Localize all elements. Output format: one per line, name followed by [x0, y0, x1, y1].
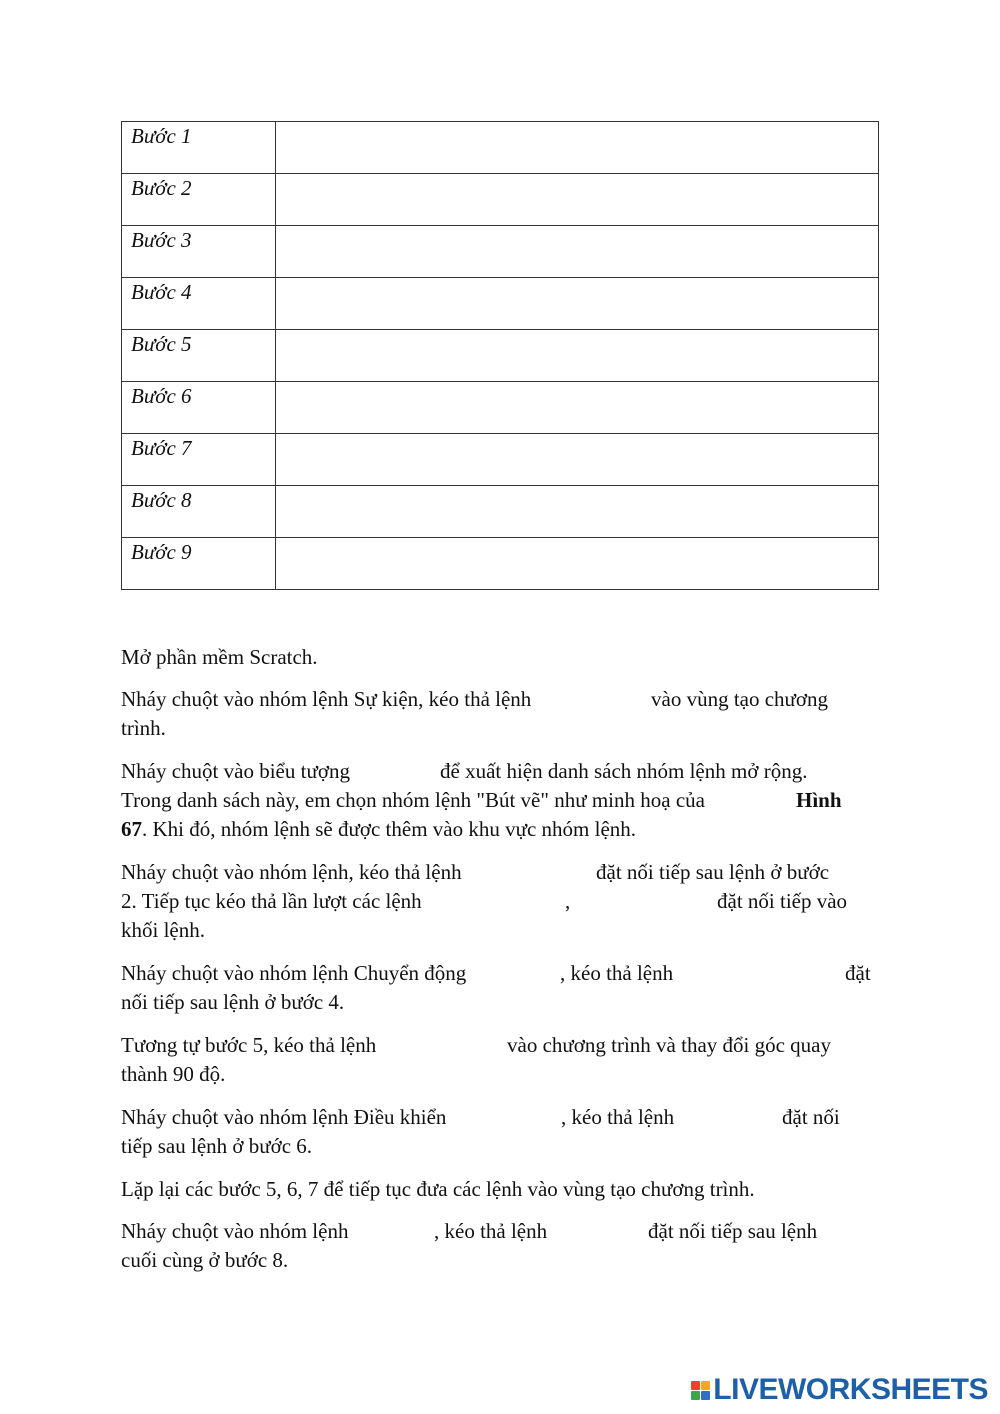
answer-cell[interactable]: [276, 486, 879, 538]
text-segment: Nháy chuột vào nhóm lệnh: [121, 1219, 349, 1243]
answer-cell[interactable]: [276, 278, 879, 330]
step-label: Bước 2: [122, 174, 276, 226]
logo-badge-icon: [691, 1381, 710, 1400]
paragraph-step-1: [121, 643, 318, 672]
text-segment: vào vùng tạo chương: [651, 687, 829, 711]
text-segment: đặt nối tiếp vào: [717, 889, 848, 913]
table-row: [122, 434, 879, 486]
steps-table: [121, 121, 879, 590]
text-segment: Tương tự bước 5, kéo thả lệnh: [121, 1033, 377, 1057]
liveworksheets-logo: [691, 1373, 988, 1407]
text-segment: đặt: [845, 961, 871, 985]
step-label: Bước 5: [122, 330, 276, 382]
text-line: khối lệnh.: [121, 918, 205, 942]
text-segment: đặt nối tiếp sau lệnh ở bước: [596, 860, 830, 884]
table-row: [122, 174, 879, 226]
step-label: Bước 9: [122, 538, 276, 590]
text-segment: Nháy chuột vào nhóm lệnh Điều khiển: [121, 1105, 447, 1129]
text-line: thành 90 độ.: [121, 1062, 226, 1086]
answer-cell[interactable]: [276, 174, 879, 226]
logo-text: LIVEWORKSHEETS: [713, 1373, 988, 1406]
text-line: tiếp sau lệnh ở bước 6.: [121, 1134, 313, 1158]
text-segment: Nháy chuột vào biểu tượng: [121, 759, 350, 783]
text-line: nối tiếp sau lệnh ở bước 4.: [121, 990, 345, 1014]
table-row: [122, 538, 879, 590]
paragraph-step-8: [121, 1175, 755, 1204]
table-row: [122, 486, 879, 538]
paragraph-step-5: [121, 959, 871, 1017]
figure-reference: Hình: [796, 788, 842, 812]
paragraph-step-3: [121, 757, 842, 844]
text-segment: , kéo thả lệnh: [560, 961, 674, 985]
text-line: trình.: [121, 716, 166, 740]
step-label: Bước 1: [122, 122, 276, 174]
paragraph-step-7: [121, 1103, 840, 1161]
paragraph-step-2: [121, 685, 829, 743]
text-segment: Nháy chuột vào nhóm lệnh, kéo thả lệnh: [121, 860, 462, 884]
table-row: [122, 278, 879, 330]
step-label: Bước 3: [122, 226, 276, 278]
paragraph-step-4: [121, 858, 848, 945]
paragraph-step-6: [121, 1031, 831, 1089]
step-label: Bước 4: [122, 278, 276, 330]
table-row: [122, 330, 879, 382]
table-row: [122, 226, 879, 278]
answer-cell[interactable]: [276, 330, 879, 382]
answer-cell[interactable]: [276, 382, 879, 434]
figure-number: 67: [121, 817, 142, 841]
text-segment: Trong danh sách này, em chọn nhóm lệnh "Bút vẽ" như minh hoạ của: [121, 788, 705, 812]
text-segment: vào chương trình và thay đổi góc quay: [507, 1033, 831, 1057]
answer-cell[interactable]: [276, 122, 879, 174]
text-segment: . Khi đó, nhóm lệnh sẽ được thêm vào khu vực nhóm lệnh.: [142, 817, 637, 841]
text-segment: 2. Tiếp tục kéo thả lần lượt các lệnh: [121, 889, 422, 913]
text-line: cuối cùng ở bước 8.: [121, 1248, 289, 1272]
text-segment: đặt nối: [782, 1105, 840, 1129]
table-row: [122, 382, 879, 434]
text-segment: ,: [565, 889, 571, 913]
text-segment: để xuất hiện danh sách nhóm lệnh mở rộng.: [440, 759, 808, 783]
text-segment: Nháy chuột vào nhóm lệnh Chuyển động: [121, 961, 467, 985]
text-segment: , kéo thả lệnh: [434, 1219, 548, 1243]
step-label: Bước 7: [122, 434, 276, 486]
text-line: Mở phần mềm Scratch.: [121, 645, 318, 669]
step-label: Bước 8: [122, 486, 276, 538]
answer-cell[interactable]: [276, 226, 879, 278]
paragraph-step-9: [121, 1217, 818, 1275]
step-label: Bước 6: [122, 382, 276, 434]
answer-cell[interactable]: [276, 434, 879, 486]
table-row: [122, 122, 879, 174]
text-segment: đặt nối tiếp sau lệnh: [648, 1219, 818, 1243]
text-segment: Nháy chuột vào nhóm lệnh Sự kiện, kéo thả lệnh: [121, 687, 532, 711]
text-segment: , kéo thả lệnh: [561, 1105, 675, 1129]
text-line: Lặp lại các bước 5, 6, 7 để tiếp tục đưa các lệnh vào vùng tạo chương trình.: [121, 1177, 755, 1201]
answer-cell[interactable]: [276, 538, 879, 590]
